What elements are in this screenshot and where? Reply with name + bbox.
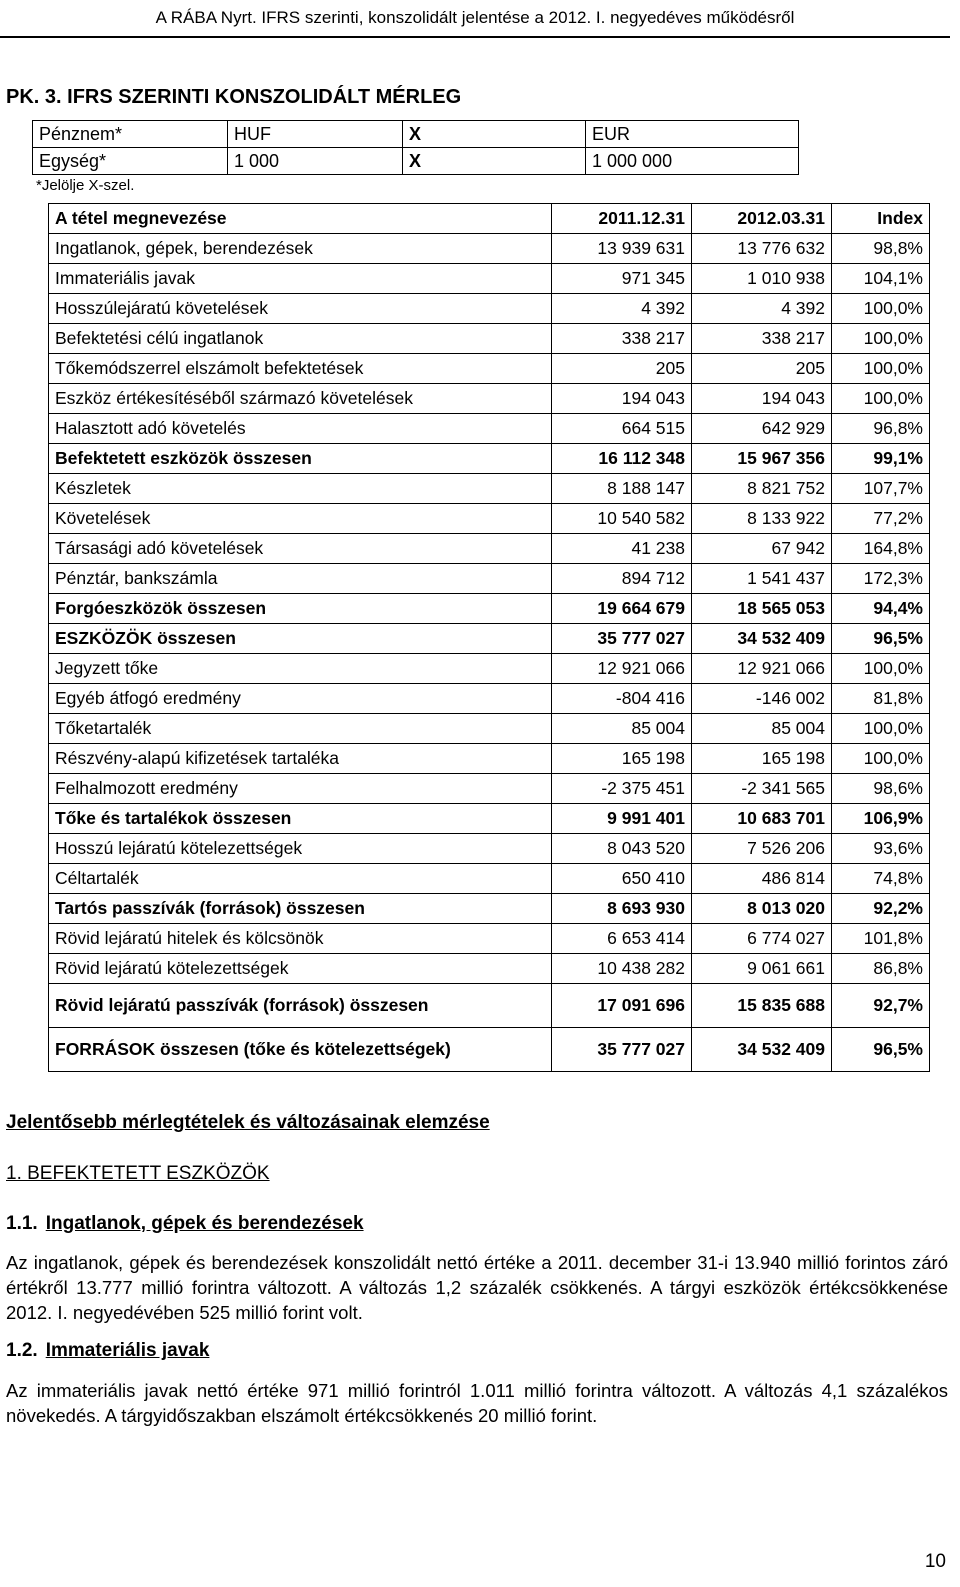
header-item-name: A tétel megnevezése [49,204,552,234]
row-index: 106,9% [832,804,930,834]
row-index: 100,0% [832,654,930,684]
row-value-2012: 34 532 409 [692,1028,832,1072]
section-title: PK. 3. IFRS SZERINTI KONSZOLIDÁLT MÉRLEG [6,86,462,108]
table-row [49,894,930,924]
row-item-name: Tőketartalék [49,714,552,744]
row-value-2012: 642 929 [692,414,832,444]
row-index: 101,8% [832,924,930,954]
row-value-2011: 165 198 [552,744,692,774]
row-index: 100,0% [832,384,930,414]
row-item-name: Immateriális javak [49,264,552,294]
currency-row-egyseg [33,148,799,175]
row-value-2012: 13 776 632 [692,234,832,264]
table-row [49,744,930,774]
row-item-name: Részvény-alapú kifizetések tartaléka [49,744,552,774]
row-index: 99,1% [832,444,930,474]
row-value-2012: 18 565 053 [692,594,832,624]
row-index: 96,5% [832,624,930,654]
row-index: 172,3% [832,564,930,594]
row-value-2012: 194 043 [692,384,832,414]
row-value-2011: 17 091 696 [552,984,692,1028]
header-date-2012: 2012.03.31 [692,204,832,234]
table-row [49,834,930,864]
row-item-name: Készletek [49,474,552,504]
row-value-2011: -804 416 [552,684,692,714]
row-value-2011: 664 515 [552,414,692,444]
row-item-name: Tartós passzívák (források) összesen [49,894,552,924]
row-index: 92,7% [832,984,930,1028]
subsection-number: 1.1. [6,1213,38,1234]
row-item-name: Pénztár, bankszámla [49,564,552,594]
paragraph-ppe: Az ingatlanok, gépek és berendezések konszolidált nettó értéke a 2011. december 31-i 13.940 millió forintos záró értékről 13.777 millió forintra változott. A változás 1,2 százalék csökkenés. A tárgyi eszközök értékcsökkenése 2012. I. negyedévében 525 millió forint volt. [6,1252,948,1323]
table-row [49,474,930,504]
currency-label: Pénznem* [33,121,228,148]
row-value-2012: -2 341 565 [692,774,832,804]
row-value-2012: 4 392 [692,294,832,324]
row-item-name: Rövid lejáratú kötelezettségek [49,954,552,984]
row-value-2011: 650 410 [552,864,692,894]
row-value-2012: 15 835 688 [692,984,832,1028]
row-item-name: Befektetett eszközök összesen [49,444,552,474]
row-value-2012: 8 013 020 [692,894,832,924]
subsection-heading-ppe [6,1213,364,1235]
row-value-2012: 338 217 [692,324,832,354]
row-value-2011: 338 217 [552,324,692,354]
table-row [49,414,930,444]
row-index: 107,7% [832,474,930,504]
row-index: 77,2% [832,504,930,534]
row-index: 98,8% [832,234,930,264]
table-row [49,774,930,804]
subsection-number: 1.2. [6,1340,38,1361]
running-header: A RÁBA Nyrt. IFRS szerinti, konszolidált jelentése a 2012. I. negyedéves működésről [0,8,950,38]
subsection-title: Immateriális javak [45,1340,210,1361]
currency-note: *Jelölje X-szel. [36,177,135,194]
analysis-title: Jelentősebb mérlegtételek és változásainak elemzése [6,1112,490,1133]
row-value-2012: 7 526 206 [692,834,832,864]
table-row [49,684,930,714]
row-item-name: Jegyzett tőke [49,654,552,684]
row-index: 100,0% [832,714,930,744]
row-item-name: Követelések [49,504,552,534]
table-row [49,924,930,954]
table-row [49,1028,930,1072]
table-row [49,804,930,834]
row-item-name: Felhalmozott eredmény [49,774,552,804]
row-value-2012: 1 541 437 [692,564,832,594]
row-item-name: ESZKÖZÖK összesen [49,624,552,654]
row-item-name: Rövid lejáratú passzívák (források) összesen [49,984,552,1028]
row-item-name: Egyéb átfogó eredmény [49,684,552,714]
row-value-2011: 8 188 147 [552,474,692,504]
table-row [49,654,930,684]
table-row [49,264,930,294]
currency-option-huf: HUF [228,121,403,148]
row-value-2012: 8 821 752 [692,474,832,504]
subsection-title: Ingatlanok, gépek és berendezések [45,1213,364,1234]
table-row [49,384,930,414]
row-value-2011: 8 693 930 [552,894,692,924]
row-item-name: FORRÁSOK összesen (tőke és kötelezettségek) [49,1028,552,1072]
unit-selection-mark: X [403,148,586,175]
row-value-2011: 894 712 [552,564,692,594]
row-value-2011: 4 392 [552,294,692,324]
row-value-2012: 12 921 066 [692,654,832,684]
row-value-2011: 13 939 631 [552,234,692,264]
row-index: 74,8% [832,864,930,894]
row-index: 96,5% [832,1028,930,1072]
unit-option-thousand: 1 000 [228,148,403,175]
table-row [49,624,930,654]
row-value-2011: 35 777 027 [552,624,692,654]
row-value-2012: 1 010 938 [692,264,832,294]
table-row [49,234,930,264]
row-value-2011: -2 375 451 [552,774,692,804]
table-row [49,354,930,384]
currency-option-eur: EUR [586,121,799,148]
row-index: 100,0% [832,354,930,384]
row-index: 98,6% [832,774,930,804]
row-value-2012: 85 004 [692,714,832,744]
row-item-name: Eszköz értékesítéséből származó követelések [49,384,552,414]
table-row [49,714,930,744]
row-index: 94,4% [832,594,930,624]
row-value-2011: 194 043 [552,384,692,414]
unit-option-million: 1 000 000 [586,148,799,175]
table-row [49,564,930,594]
row-item-name: Rövid lejáratú hitelek és kölcsönök [49,924,552,954]
table-row [49,984,930,1028]
row-item-name: Tőkemódszerrel elszámolt befektetések [49,354,552,384]
row-index: 81,8% [832,684,930,714]
row-index: 93,6% [832,834,930,864]
row-index: 92,2% [832,894,930,924]
row-value-2012: 486 814 [692,864,832,894]
row-value-2011: 10 540 582 [552,504,692,534]
paragraph-intangibles: Az immateriális javak nettó értéke 971 millió forintról 1.011 millió forintra változott. A változás 4,1 százalékos növekedés. A tárgyidőszakban elszámolt értékcsökkenés 20 millió forint. [6,1380,948,1426]
row-value-2012: 9 061 661 [692,954,832,984]
row-value-2011: 10 438 282 [552,954,692,984]
row-value-2012: -146 002 [692,684,832,714]
row-value-2011: 9 991 401 [552,804,692,834]
balance-sheet-table [48,203,930,1072]
row-value-2011: 85 004 [552,714,692,744]
row-item-name: Befektetési célú ingatlanok [49,324,552,354]
table-row [49,324,930,354]
row-value-2011: 41 238 [552,534,692,564]
header-date-2011: 2011.12.31 [552,204,692,234]
currency-table [32,120,799,175]
row-value-2012: 165 198 [692,744,832,774]
row-value-2012: 8 133 922 [692,504,832,534]
row-value-2012: 34 532 409 [692,624,832,654]
row-index: 104,1% [832,264,930,294]
table-row [49,444,930,474]
row-value-2011: 16 112 348 [552,444,692,474]
row-item-name: Céltartalék [49,864,552,894]
row-value-2012: 15 967 356 [692,444,832,474]
row-value-2012: 205 [692,354,832,384]
row-value-2011: 12 921 066 [552,654,692,684]
row-index: 100,0% [832,744,930,774]
row-index: 164,8% [832,534,930,564]
table-header-row [49,204,930,234]
table-row [49,594,930,624]
section-heading-fixed-assets: 1. BEFEKTETETT ESZKÖZÖK [6,1163,270,1184]
row-value-2011: 205 [552,354,692,384]
row-index: 86,8% [832,954,930,984]
row-value-2012: 67 942 [692,534,832,564]
row-item-name: Hosszúlejáratú követelések [49,294,552,324]
row-item-name: Hosszú lejáratú kötelezettségek [49,834,552,864]
page-number: 10 [924,1551,946,1572]
currency-selection-mark: X [403,121,586,148]
row-index: 100,0% [832,324,930,354]
table-row [49,534,930,564]
table-row [49,504,930,534]
row-index: 100,0% [832,294,930,324]
row-value-2011: 35 777 027 [552,1028,692,1072]
currency-row-penznem [33,121,799,148]
row-index: 96,8% [832,414,930,444]
row-item-name: Halasztott adó követelés [49,414,552,444]
row-value-2011: 971 345 [552,264,692,294]
table-row [49,294,930,324]
row-item-name: Tőke és tartalékok összesen [49,804,552,834]
unit-label: Egység* [33,148,228,175]
row-item-name: Társasági adó követelések [49,534,552,564]
row-item-name: Forgóeszközök összesen [49,594,552,624]
subsection-heading-intangibles [6,1340,209,1362]
row-value-2011: 6 653 414 [552,924,692,954]
row-item-name: Ingatlanok, gépek, berendezések [49,234,552,264]
row-value-2012: 10 683 701 [692,804,832,834]
row-value-2012: 6 774 027 [692,924,832,954]
balance-sheet-body [49,234,930,1072]
table-row [49,864,930,894]
row-value-2011: 19 664 679 [552,594,692,624]
table-row [49,954,930,984]
header-index: Index [832,204,930,234]
row-value-2011: 8 043 520 [552,834,692,864]
